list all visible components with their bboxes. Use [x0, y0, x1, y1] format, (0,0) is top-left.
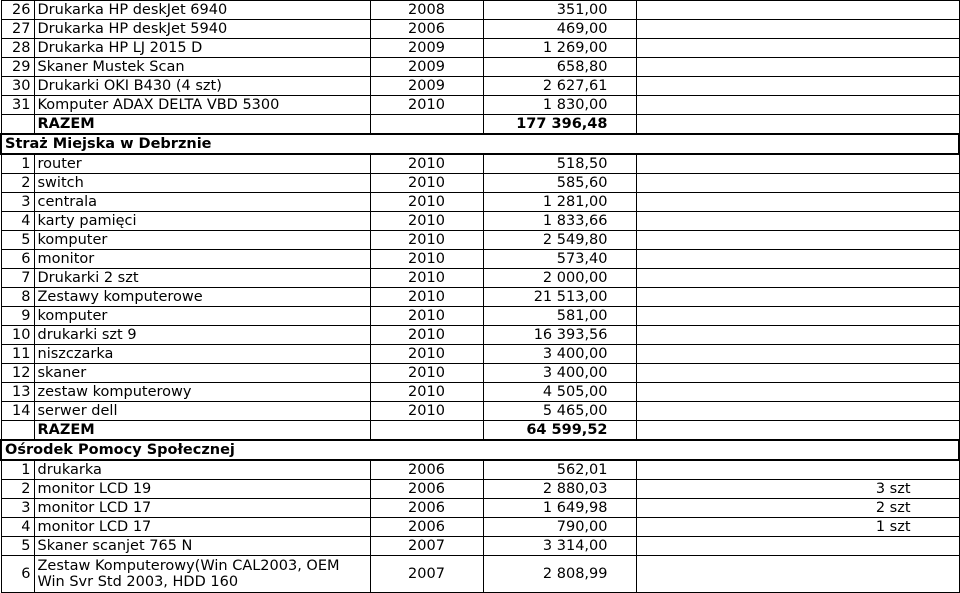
row-number: 5	[1, 537, 34, 556]
item-value: 1 833,66	[483, 212, 636, 231]
item-value: 4 505,00	[483, 383, 636, 402]
item-year: 2006	[370, 518, 483, 537]
row-number: 12	[1, 364, 34, 383]
section-title: Straż Miejska w Debrznie	[1, 134, 959, 154]
item-name: Zestaw Komputerowy(Win CAL2003, OEM Win Svr Std 2003, HDD 160	[34, 556, 370, 593]
item-year: 2010	[370, 402, 483, 421]
row-number: 11	[1, 345, 34, 364]
item-value: 518,50	[483, 154, 636, 174]
item-quantity	[636, 77, 959, 96]
row-number: 2	[1, 480, 34, 499]
row-number: 29	[1, 58, 34, 77]
item-year: 2010	[370, 383, 483, 402]
item-name: Skaner Mustek Scan	[34, 58, 370, 77]
row-number: 3	[1, 499, 34, 518]
row-number: 26	[1, 1, 34, 20]
item-quantity	[636, 250, 959, 269]
item-value: 16 393,56	[483, 326, 636, 345]
total-row	[1, 115, 959, 135]
row-number: 4	[1, 518, 34, 537]
table-row	[1, 250, 959, 269]
item-name: zestaw komputerowy	[34, 383, 370, 402]
item-quantity	[636, 383, 959, 402]
item-value: 351,00	[483, 1, 636, 20]
item-name: drukarki szt 9	[34, 326, 370, 345]
item-quantity: 3 szt	[636, 480, 959, 499]
table-row	[1, 1, 959, 20]
item-value: 1 830,00	[483, 96, 636, 115]
section-title: Ośrodek Pomocy Społecznej	[1, 440, 959, 460]
item-quantity	[636, 402, 959, 421]
total-spacer	[1, 115, 34, 135]
item-quantity: 1 szt	[636, 518, 959, 537]
item-name: karty pamięci	[34, 212, 370, 231]
item-quantity	[636, 307, 959, 326]
item-quantity: 2 szt	[636, 499, 959, 518]
item-quantity	[636, 212, 959, 231]
row-number: 30	[1, 77, 34, 96]
row-number: 10	[1, 326, 34, 345]
row-number: 7	[1, 269, 34, 288]
item-value: 1 269,00	[483, 39, 636, 58]
item-quantity	[636, 231, 959, 250]
table-row	[1, 402, 959, 421]
item-name: serwer dell	[34, 402, 370, 421]
table-row	[1, 154, 959, 174]
table-row	[1, 326, 959, 345]
item-quantity	[636, 269, 959, 288]
item-name: Drukarka HP deskJet 5940	[34, 20, 370, 39]
item-year: 2006	[370, 499, 483, 518]
total-value: 64 599,52	[483, 421, 636, 441]
row-number: 3	[1, 193, 34, 212]
total-spacer	[370, 421, 483, 441]
item-year: 2007	[370, 556, 483, 593]
item-name: Drukarka HP deskJet 6940	[34, 1, 370, 20]
item-name: Zestawy komputerowe	[34, 288, 370, 307]
row-number: 8	[1, 288, 34, 307]
item-value: 562,01	[483, 460, 636, 480]
row-number: 6	[1, 250, 34, 269]
item-quantity	[636, 345, 959, 364]
row-number: 27	[1, 20, 34, 39]
table-row	[1, 307, 959, 326]
row-number: 1	[1, 460, 34, 480]
item-name: Drukarki 2 szt	[34, 269, 370, 288]
item-year: 2009	[370, 58, 483, 77]
table-row	[1, 518, 959, 537]
item-value: 469,00	[483, 20, 636, 39]
total-row	[1, 421, 959, 441]
table-row	[1, 269, 959, 288]
item-year: 2010	[370, 193, 483, 212]
row-number: 1	[1, 154, 34, 174]
item-name: monitor	[34, 250, 370, 269]
item-quantity	[636, 288, 959, 307]
item-value: 3 400,00	[483, 364, 636, 383]
item-quantity	[636, 193, 959, 212]
table-row	[1, 58, 959, 77]
row-number: 5	[1, 231, 34, 250]
item-year: 2010	[370, 269, 483, 288]
table-row	[1, 96, 959, 115]
item-year: 2010	[370, 154, 483, 174]
table-row	[1, 77, 959, 96]
item-year: 2006	[370, 460, 483, 480]
row-number: 4	[1, 212, 34, 231]
item-name: niszczarka	[34, 345, 370, 364]
item-year: 2010	[370, 288, 483, 307]
item-year: 2010	[370, 326, 483, 345]
total-spacer	[636, 421, 959, 441]
item-quantity	[636, 96, 959, 115]
item-quantity	[636, 364, 959, 383]
table-row	[1, 499, 959, 518]
table-row	[1, 537, 959, 556]
item-value: 585,60	[483, 174, 636, 193]
section-header-row	[1, 134, 959, 154]
total-spacer	[370, 115, 483, 135]
total-label: RAZEM	[34, 421, 370, 441]
item-name: drukarka	[34, 460, 370, 480]
table-row	[1, 480, 959, 499]
item-quantity	[636, 174, 959, 193]
item-name: Drukarka HP LJ 2015 D	[34, 39, 370, 58]
item-name: komputer	[34, 307, 370, 326]
item-name: router	[34, 154, 370, 174]
item-value: 573,40	[483, 250, 636, 269]
total-spacer	[636, 115, 959, 135]
item-quantity	[636, 326, 959, 345]
item-year: 2006	[370, 20, 483, 39]
item-value: 2 549,80	[483, 231, 636, 250]
item-quantity	[636, 537, 959, 556]
item-quantity	[636, 20, 959, 39]
item-value: 2 880,03	[483, 480, 636, 499]
item-quantity	[636, 460, 959, 480]
table-row	[1, 39, 959, 58]
item-year: 2009	[370, 39, 483, 58]
item-value: 1 649,98	[483, 499, 636, 518]
item-value: 790,00	[483, 518, 636, 537]
item-year: 2010	[370, 212, 483, 231]
item-year: 2010	[370, 307, 483, 326]
table-row	[1, 460, 959, 480]
row-number: 31	[1, 96, 34, 115]
table-row	[1, 231, 959, 250]
item-year: 2010	[370, 364, 483, 383]
item-quantity	[636, 1, 959, 20]
total-value: 177 396,48	[483, 115, 636, 135]
table-row	[1, 193, 959, 212]
item-year: 2010	[370, 231, 483, 250]
row-number: 13	[1, 383, 34, 402]
item-value: 5 465,00	[483, 402, 636, 421]
row-number: 28	[1, 39, 34, 58]
total-spacer	[1, 421, 34, 441]
total-label: RAZEM	[34, 115, 370, 135]
row-number: 9	[1, 307, 34, 326]
item-name: skaner	[34, 364, 370, 383]
item-year: 2009	[370, 77, 483, 96]
item-name: Komputer ADAX DELTA VBD 5300	[34, 96, 370, 115]
item-name: Skaner scanjet 765 N	[34, 537, 370, 556]
table-row	[1, 345, 959, 364]
item-name: Drukarki OKI B430 (4 szt)	[34, 77, 370, 96]
item-year: 2006	[370, 480, 483, 499]
item-value: 581,00	[483, 307, 636, 326]
row-number: 14	[1, 402, 34, 421]
item-value: 2 000,00	[483, 269, 636, 288]
item-name: centrala	[34, 193, 370, 212]
item-name: monitor LCD 17	[34, 499, 370, 518]
table-row	[1, 383, 959, 402]
item-year: 2010	[370, 345, 483, 364]
section-header-row	[1, 440, 959, 460]
row-number: 2	[1, 174, 34, 193]
table-row	[1, 174, 959, 193]
table-row	[1, 20, 959, 39]
item-value: 1 281,00	[483, 193, 636, 212]
item-year: 2010	[370, 174, 483, 193]
item-value: 2 808,99	[483, 556, 636, 593]
table-row	[1, 288, 959, 307]
table-row	[1, 364, 959, 383]
row-number: 6	[1, 556, 34, 593]
item-value: 2 627,61	[483, 77, 636, 96]
item-quantity	[636, 39, 959, 58]
item-year: 2010	[370, 96, 483, 115]
table-row	[1, 212, 959, 231]
inventory-table-body	[1, 1, 959, 593]
item-value: 3 400,00	[483, 345, 636, 364]
item-value: 658,80	[483, 58, 636, 77]
item-name: komputer	[34, 231, 370, 250]
item-quantity	[636, 154, 959, 174]
item-value: 3 314,00	[483, 537, 636, 556]
item-year: 2008	[370, 1, 483, 20]
item-year: 2007	[370, 537, 483, 556]
item-year: 2010	[370, 250, 483, 269]
item-value: 21 513,00	[483, 288, 636, 307]
item-name: monitor LCD 19	[34, 480, 370, 499]
item-quantity	[636, 58, 959, 77]
item-name: monitor LCD 17	[34, 518, 370, 537]
item-name: switch	[34, 174, 370, 193]
